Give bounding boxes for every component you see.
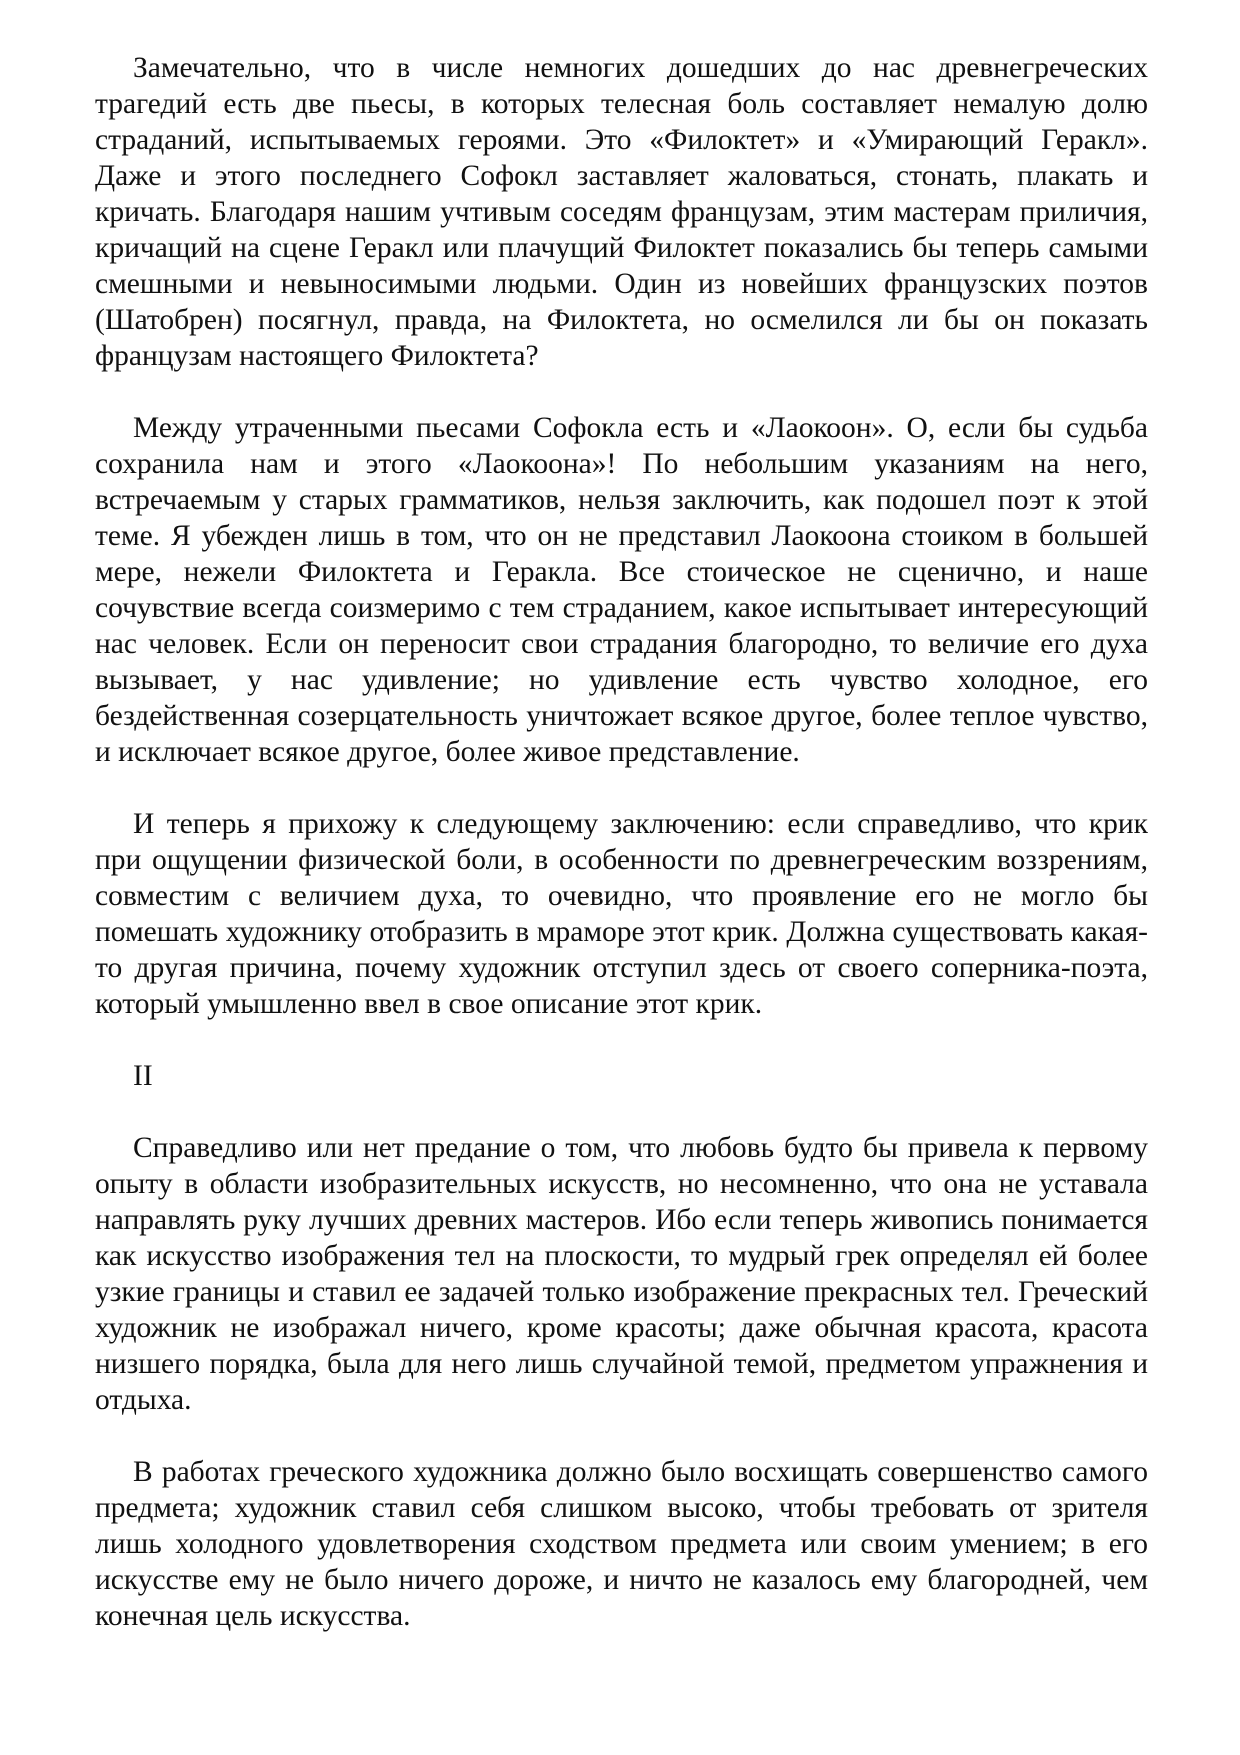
paragraph-conclusion: И теперь я прихожу к следующему заключению: если справедливо, что крик при ощущении физической боли, в особенности по древнегреческим воззрениям, совместим с величием духа, то очевидно, что проявление его не могло бы помешать художнику отобразить в мраморе этот крик. Должна существовать какая-то другая причина, почему художник отступил здесь от своего соперника-поэта, который умышленно ввел в свое описание этот крик. <box>95 808 1148 1020</box>
paragraph-laocoon: Между утраченными пьесами Софокла есть и «Лаокоон». О, если бы судьба сохранила нам и этого «Лаокоона»! По небольшим указаниям на него, встречаемым у старых грамматиков, нельзя заключить, как подошел поэт к этой теме. Я убежден лишь в том, что он не представил Лаокоона стоиком в большей мере, нежели Филоктета и Геракла. Все стоическое не сценично, и наше сочувствие всегда соизмеримо с тем страданием, какое испытывает интересующий нас человек. Если он переносит свои страдания благородно, то величие его духа вызывает, у нас удивление; но удивление есть чувство холодное, его бездейственная созерцательность уничтожает всякое другое, более теплое чувство, и исключает всякое другое, более живое представление. <box>95 412 1148 768</box>
paragraph-greek-artist: В работах греческого художника должно было восхищать совершенство самого предмета; художник ставил себя слишком высоко, чтобы требовать от зрителя лишь холодного удовлетворения сходством предмета или своим умением; в его искусстве ему не было ничего дороже, и ничто не казалось ему благородней, чем конечная цель искусства. <box>95 1456 1148 1632</box>
document-page <box>95 50 1148 1634</box>
paragraph-philoctetes: Замечательно, что в числе немногих дошедших до нас древнегреческих трагедий есть две пьесы, в которых телесная боль составляет немалую долю страданий, испытываемых героями. Это «Филоктет» и «Умирающий Геракл». Даже и этого последнего Софокл заставляет жаловаться, стонать, плакать и кричать. Благодаря нашим учтивым соседям французам, этим мастерам приличия, кричащий на сцене Геракл или плачущий Филоктет показались бы теперь самыми смешными и невыносимыми людьми. Один из новейших французских поэтов (Шатобрен) посягнул, правда, на Филоктета, но осмелился ли бы он показать французам настоящего Филоктета? <box>95 52 1148 372</box>
paragraph-love-and-art: Справедливо или нет предание о том, что любовь будто бы привела к первому опыту в области изобразительных искусств, но несомненно, что она не уставала направлять руку лучших древних мастеров. Ибо если теперь живопись понимается как искусство изображения тел на плоскости, то мудрый грек определял ей более узкие границы и ставил ее задачей только изображение прекрасных тел. Греческий художник не изображал ничего, кроме красоты; даже обычная красота, красота низшего порядка, была для него лишь случайной темой, предметом упражнения и отдыха. <box>95 1132 1148 1416</box>
section-heading: II <box>133 1060 153 1092</box>
